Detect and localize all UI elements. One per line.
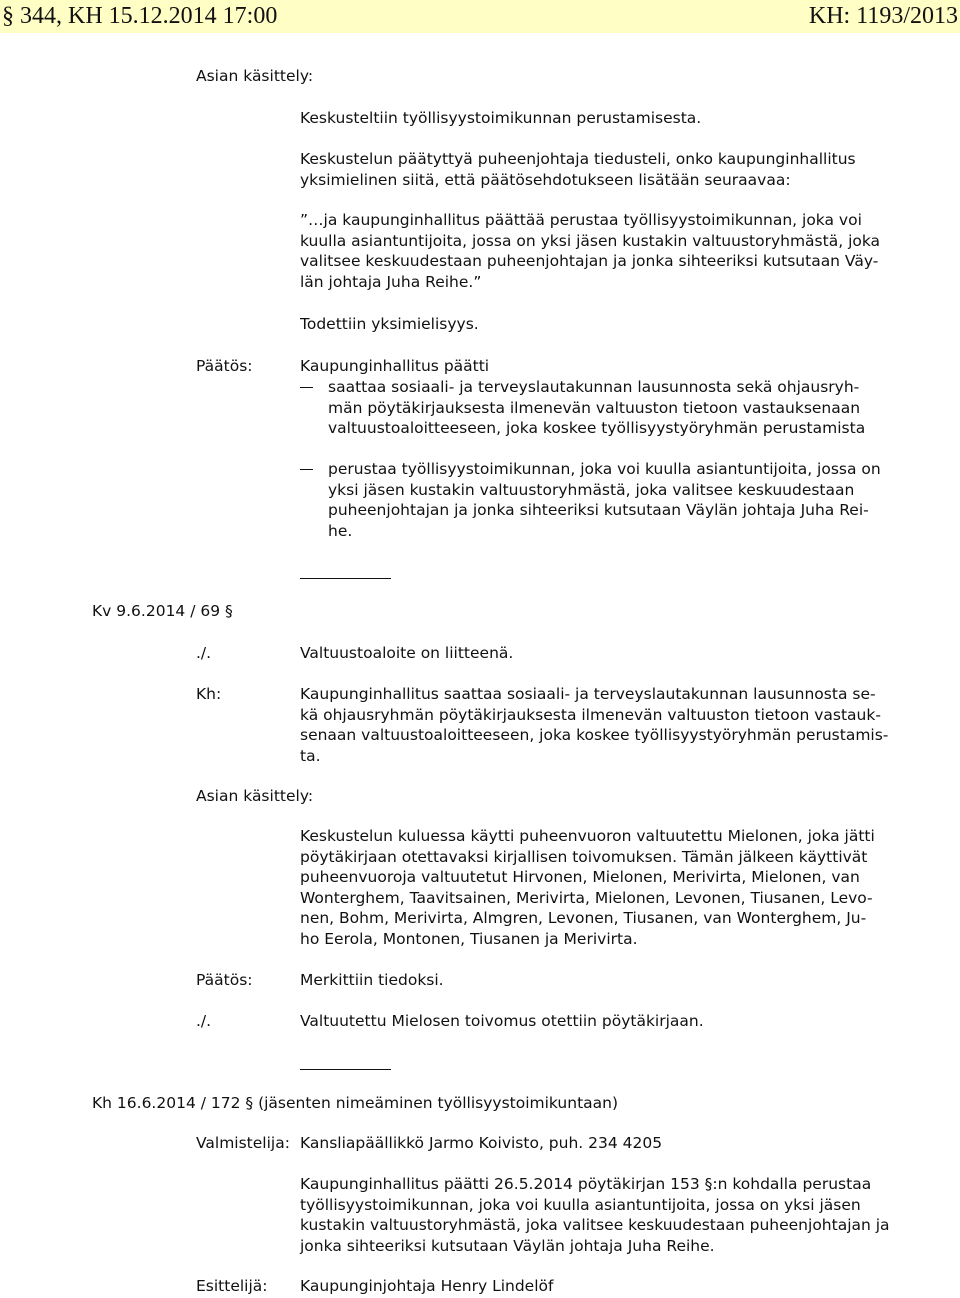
presenter: Kaupunginjohtaja Henry Lindelöf bbox=[300, 1277, 554, 1295]
text-line: Keskustelun päätyttyä puheenjohtaja tiedusteli, onko kaupunginhallitus bbox=[300, 150, 856, 168]
bullet-dash bbox=[300, 469, 313, 470]
text-line: län johtaja Juha Reihe.” bbox=[300, 272, 482, 291]
text-line: he. bbox=[328, 521, 353, 540]
decision-bullet bbox=[328, 377, 865, 439]
decision-bullet bbox=[328, 459, 881, 541]
text-line: ta. bbox=[300, 746, 321, 765]
text-line: pöytäkirjaan otettavaksi kirjallisen toivomuksen. Tämän jälkeen käyttivät bbox=[300, 847, 868, 866]
text-line: nen, Bohm, Merivirta, Almgren, Levonen, Tiusanen, van Wonterghem, Ju- bbox=[300, 909, 867, 927]
paragraph: Merkittiin tiedoksi. bbox=[300, 971, 444, 989]
quoted-addition bbox=[300, 210, 880, 292]
text-line: puheenjohtajan ja jonka sihteeriksi kutsutaan Väylän johtaja Juha Rei- bbox=[328, 501, 869, 519]
text-line: kä ohjausryhmän pöytäkirjauksesta ilmenevän valtuuston tietoon vastauk- bbox=[300, 705, 881, 724]
decision-intro: Kaupunginhallitus päätti bbox=[300, 357, 490, 375]
label-paatos: Päätös: bbox=[196, 971, 253, 989]
text-line: puheenvuoroja valtuutetut Hirvonen, Mielonen, Merivirta, Mielonen, van bbox=[300, 868, 860, 886]
paragraph bbox=[300, 826, 875, 949]
text-line: työllisyystoimikunnan, joka voi kuulla asiantuntijoita, jossa on yksi jäsen bbox=[300, 1195, 861, 1214]
attachment-mark: ./. bbox=[196, 644, 212, 662]
paragraph: Keskusteltiin työllisyystoimikunnan perustamisesta. bbox=[300, 109, 702, 127]
text-line: ho Eerola, Montonen, Tiusanen ja Merivirta. bbox=[300, 929, 638, 948]
paragraph: Todettiin yksimielisyys. bbox=[300, 315, 479, 333]
section-heading: § 344, KH 15.12.2014 17:00 bbox=[2, 3, 278, 29]
label-asian-kasittely: Asian käsittely: bbox=[196, 787, 314, 805]
document-header-bar bbox=[0, 0, 960, 33]
text-line: Keskustelun kuluessa käytti puheenvuoron valtuutettu Mielonen, joka jätti bbox=[300, 827, 875, 845]
text-line: perustaa työllisyystoimikunnan, joka voi kuulla asiantuntijoita, jossa on bbox=[328, 460, 881, 478]
text-line: senaan valtuustoaloitteeseen, joka koskee työllisyystyöryhmän perustamis- bbox=[300, 726, 889, 744]
paragraph bbox=[300, 1174, 890, 1256]
text-line: Kaupunginhallitus saattaa sosiaali- ja terveyslautakunnan lausunnosta se- bbox=[300, 685, 876, 703]
text-line: kustakin valtuustoryhmästä, joka valitsee keskuudestaan puheenjohtajan ja bbox=[300, 1216, 890, 1234]
paragraph: Valtuustoaloite on liitteenä. bbox=[300, 644, 514, 662]
divider bbox=[300, 578, 391, 579]
divider bbox=[300, 1069, 391, 1070]
text-line: män pöytäkirjauksesta ilmenevän valtuuston tietoon vastauksenaan bbox=[328, 398, 861, 417]
label-esittelija: Esittelijä: bbox=[196, 1277, 268, 1295]
attachment-mark: ./. bbox=[196, 1012, 212, 1030]
paragraph bbox=[300, 684, 888, 766]
label-kh: Kh: bbox=[196, 685, 222, 703]
section-heading: Kh 16.6.2014 / 172 § (jäsenten nimeäminen työllisyystoimikuntaan) bbox=[92, 1094, 619, 1112]
label-paatos: Päätös: bbox=[196, 357, 253, 375]
bullet-dash bbox=[300, 387, 313, 388]
text-line: valtuustoaloitteeseen, joka koskee työllisyystyöryhmän perustamista bbox=[328, 419, 866, 437]
text-line: Kaupunginhallitus päätti 26.5.2014 pöytäkirjan 153 §:n kohdalla perustaa bbox=[300, 1175, 872, 1193]
text-line: yksi jäsen kustakin valtuustoryhmästä, joka valitsee keskuudestaan bbox=[328, 480, 855, 499]
text-line: ”…ja kaupunginhallitus päättää perustaa työllisyystoimikunnan, joka voi bbox=[300, 211, 862, 229]
paragraph: Valtuutettu Mielosen toivomus otettiin pöytäkirjaan. bbox=[300, 1012, 704, 1030]
text-line: valitsee keskuudestaan puheenjohtajan ja jonka sihteeriksi kutsutaan Väy- bbox=[300, 252, 879, 270]
case-number: KH: 1193/2013 bbox=[808, 3, 958, 29]
preparer: Kansliapäällikkö Jarmo Koivisto, puh. 234 4205 bbox=[300, 1134, 663, 1152]
section-heading: Kv 9.6.2014 / 69 § bbox=[92, 602, 233, 620]
text-line: jonka sihteeriksi kutsutaan Väylän johtaja Juha Reihe. bbox=[300, 1236, 715, 1255]
label-asian-kasittely: Asian käsittely: bbox=[196, 67, 314, 85]
text-line: kuulla asiantuntijoita, jossa on yksi jäsen kustakin valtuustoryhmästä, joka bbox=[300, 231, 881, 250]
text-line: Wonterghem, Taavitsainen, Merivirta, Mielonen, Levonen, Tiusanen, Levo- bbox=[300, 888, 873, 907]
label-valmistelija: Valmistelija: bbox=[196, 1134, 290, 1152]
text-line: yksimielinen siitä, että päätösehdotukseen lisätään seuraavaa: bbox=[300, 170, 791, 189]
text-line: saattaa sosiaali- ja terveyslautakunnan lausunnosta sekä ohjausryh- bbox=[328, 378, 860, 396]
paragraph bbox=[300, 149, 856, 190]
